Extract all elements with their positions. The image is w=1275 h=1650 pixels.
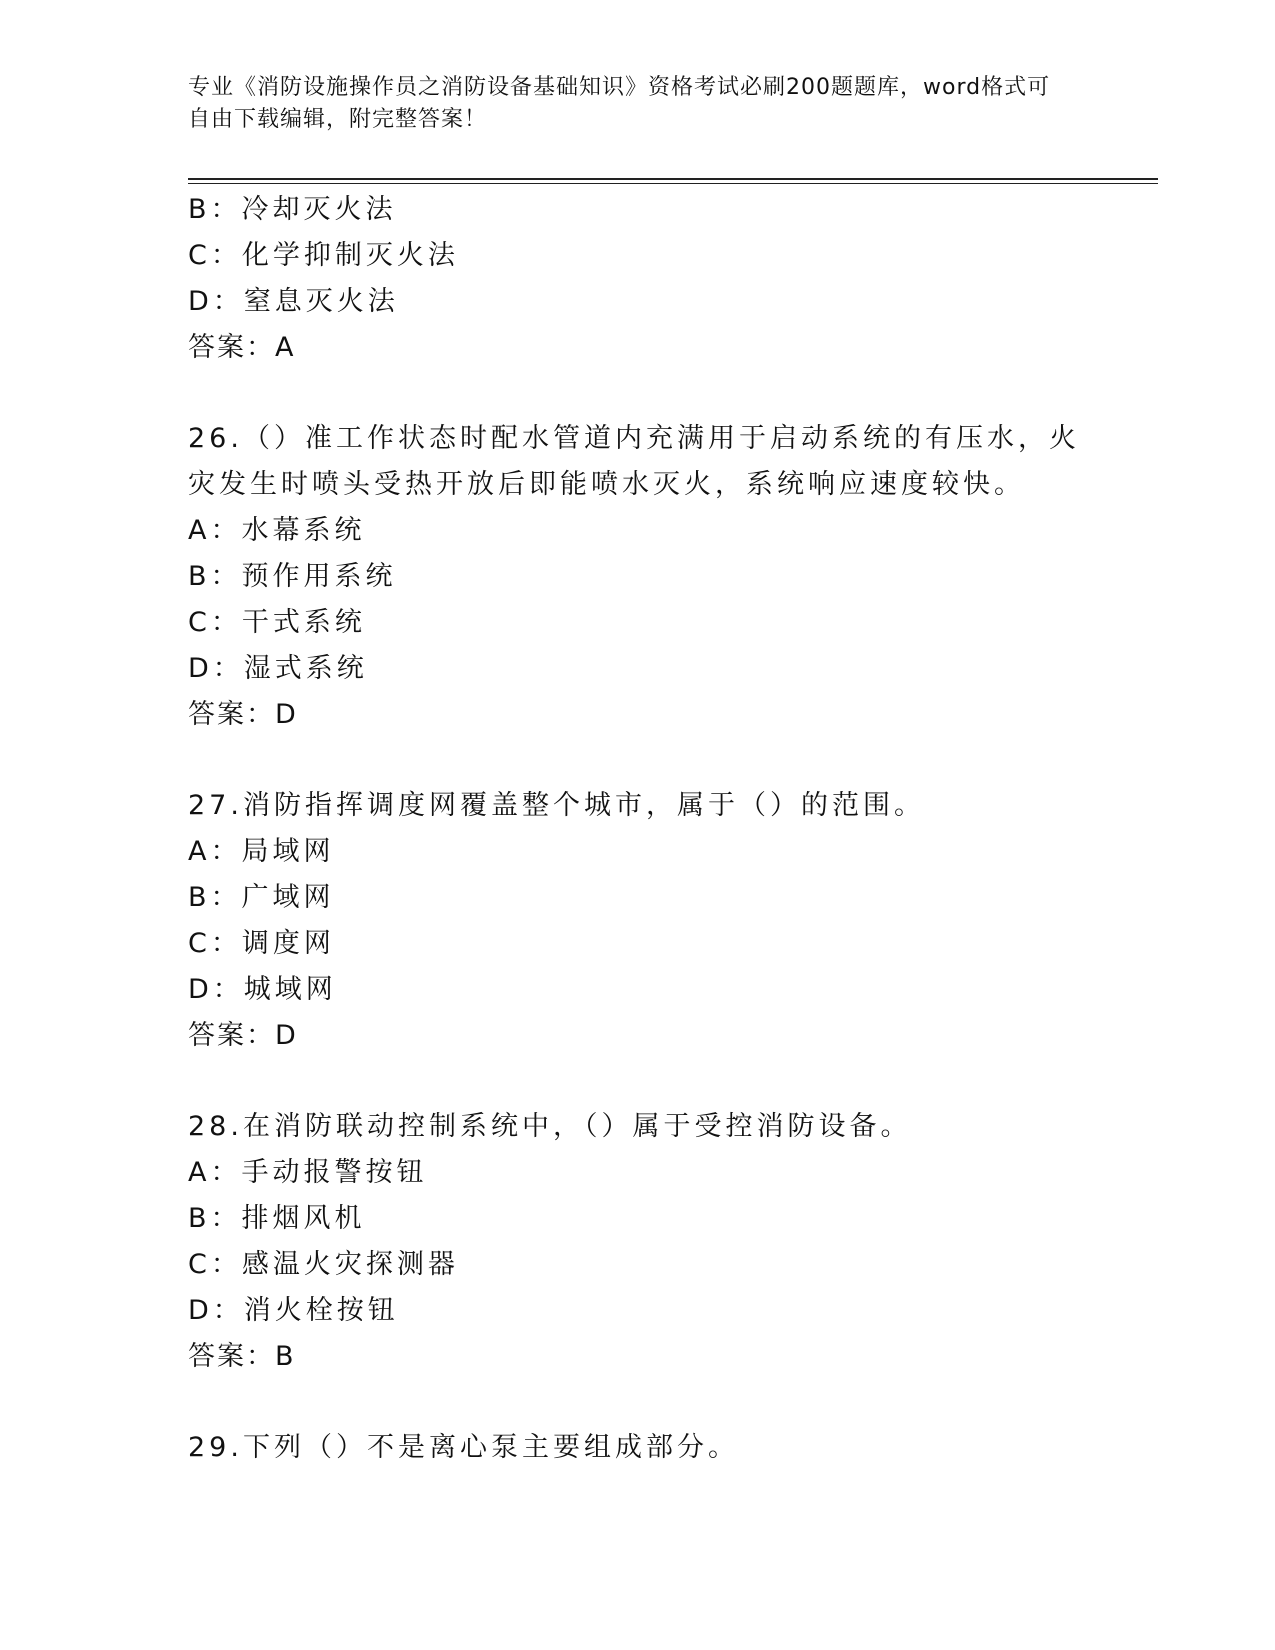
option-c: C：化学抑制灭火法 <box>188 240 459 271</box>
option-d: D：湿式系统 <box>188 653 368 684</box>
option-b: B：预作用系统 <box>188 561 397 592</box>
question-list <box>188 187 1088 1471</box>
answer: 答案：D <box>188 1020 298 1051</box>
question-text: 26.（）准工作状态时配水管道内充满用于启动系统的有压水，火灾发生时喷头受热开放后即能喷水灭火，系统响应速度较快。 <box>188 423 1080 500</box>
option-d: D：消火栓按钮 <box>188 1295 399 1326</box>
answer: 答案：A <box>188 332 296 363</box>
option-b: B：冷却灭火法 <box>188 194 397 225</box>
answer: 答案：D <box>188 699 298 730</box>
option-b: B：广域网 <box>188 882 335 913</box>
option-a: A：手动报警按钮 <box>188 1157 428 1188</box>
question-29 <box>188 1425 1088 1471</box>
option-c: C：调度网 <box>188 928 335 959</box>
question-27 <box>188 783 1088 1059</box>
question-text: 29.下列（）不是离心泵主要组成部分。 <box>188 1432 739 1463</box>
question-28 <box>188 1104 1088 1380</box>
partial-question <box>188 187 1088 371</box>
option-c: C：干式系统 <box>188 607 366 638</box>
option-b: B：排烟风机 <box>188 1203 366 1234</box>
option-d: D：窒息灭火法 <box>188 286 399 317</box>
option-a: A：水幕系统 <box>188 515 366 546</box>
question-text: 27.消防指挥调度网覆盖整个城市，属于（）的范围。 <box>188 790 925 821</box>
question-text: 28.在消防联动控制系统中，（）属于受控消防设备。 <box>188 1111 912 1142</box>
answer: 答案：B <box>188 1341 296 1372</box>
header-divider <box>188 178 1158 180</box>
option-c: C：感温火灾探测器 <box>188 1249 459 1280</box>
option-a: A：局域网 <box>188 836 335 867</box>
header-divider-thin <box>188 183 1158 184</box>
question-26 <box>188 416 1088 738</box>
option-d: D：城域网 <box>188 974 337 1005</box>
document-header: 专业《消防设施操作员之消防设备基础知识》资格考试必刷200题题库，word格式可自由下载编辑，附完整答案！ <box>188 75 1051 132</box>
